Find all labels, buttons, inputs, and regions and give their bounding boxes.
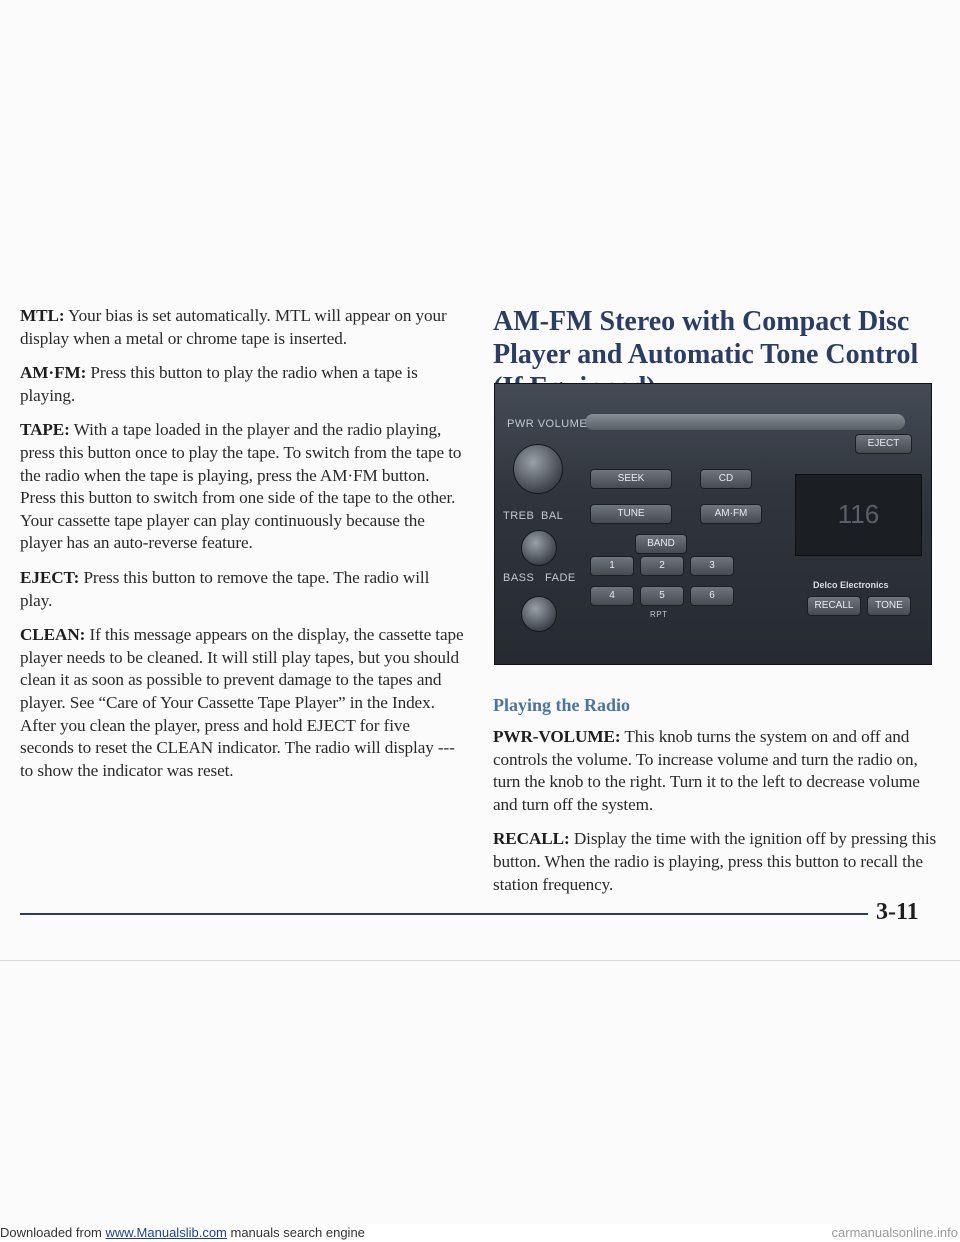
brand-label: Delco Electronics	[813, 580, 889, 590]
bass-knob	[521, 596, 557, 632]
text-mtl: Your bias is set automatically. MTL will appear on your display when a metal or chrome tape is inserted.	[20, 306, 447, 348]
left-column	[20, 305, 465, 794]
text-recall: Display the time with the ignition off by pressing this button. When the radio is playing, press this button to recall the station frequency.	[493, 829, 937, 894]
text-clean: If this message appears on the display, the cassette tape player needs to be cleaned. It will still play tapes, but you should clean it as soon as possible to prevent damage to the tapes and player. See “Care of Your Cassette Tape Player” in the Index. After you clean the player, press and hold EJECT for five seconds to reset the CLEAN indicator. The radio will display --- to show the indicator was reset.	[20, 625, 464, 780]
term-am-fm: AM·FM:	[20, 363, 87, 383]
band-button: BAND	[635, 534, 687, 554]
footer-suffix: manuals search engine	[226, 1225, 365, 1240]
pwr-volume-label: PWR VOLUME	[507, 418, 588, 430]
term-clean: CLEAN:	[20, 625, 86, 645]
paragraph-am-fm	[20, 362, 465, 407]
subheading-playing-radio: Playing the Radio	[493, 695, 631, 715]
preset-1-button: 1	[590, 556, 634, 576]
term-mtl: MTL:	[20, 306, 65, 325]
seek-button: SEEK	[590, 469, 672, 489]
preset-6-button: 6	[690, 586, 734, 606]
volume-knob	[513, 444, 563, 494]
treble-knob	[521, 530, 557, 566]
page-number: 3-11	[868, 899, 919, 926]
term-recall: RECALL:	[493, 829, 570, 849]
scan-line	[0, 960, 960, 961]
term-pwr-volume: PWR-VOLUME:	[493, 727, 621, 746]
preset-4-button: 4	[590, 586, 634, 606]
bal-label: BAL	[541, 510, 564, 522]
term-tape: TAPE:	[20, 420, 70, 440]
term-eject: EJECT:	[20, 567, 80, 587]
footer-prefix: Downloaded from	[0, 1225, 106, 1240]
paragraph-mtl	[20, 305, 465, 350]
bottom-rule	[20, 913, 915, 915]
fade-label: FADE	[545, 572, 576, 584]
recall-button: RECALL	[807, 596, 861, 616]
rpt-label: RPT	[650, 610, 668, 619]
am-fm-button: AM·FM	[700, 504, 762, 524]
preset-5-button: 5	[640, 586, 684, 606]
paragraph-clean	[20, 624, 465, 782]
text-am-fm: Press this button to play the radio when a tape is playing.	[20, 363, 418, 405]
paragraph-eject	[20, 567, 465, 612]
tune-button: TUNE	[590, 504, 672, 524]
download-footer	[0, 1224, 960, 1242]
footer-watermark: carmanualsonline.info	[831, 1225, 958, 1240]
cd-slot	[585, 414, 905, 430]
tone-button: TONE	[867, 596, 911, 616]
bass-label: BASS	[503, 572, 535, 584]
right-column-lower	[493, 695, 938, 908]
text-tape: With a tape loaded in the player and the radio playing, press this button once to play the tape. To switch from the tape to the radio when the tape is playing, press the AM·FM button. Press this button to switch from one side of the tape to the other. Your cassette tape player can play continuously because the player has an auto-reverse feature.	[20, 420, 462, 553]
radio-faceplate-image	[494, 383, 932, 665]
text-eject: Press this button to remove the tape. The radio will play.	[20, 567, 430, 610]
radio-display: 116	[795, 474, 922, 556]
preset-2-button: 2	[640, 556, 684, 576]
cd-button: CD	[700, 469, 752, 489]
paragraph-tape	[20, 419, 465, 555]
preset-3-button: 3	[690, 556, 734, 576]
paragraph-recall	[493, 828, 938, 896]
paragraph-pwr-volume	[493, 726, 938, 816]
text-pwr-volume: This knob turns the system on and off and controls the volume. To increase volume and turn the radio on, turn the knob to the right. Turn it to the left to decrease volume and turn off the system.	[493, 727, 920, 814]
section-title: AM-FM Stereo with Compact Disc Player and Automatic Tone Control	[493, 306, 919, 370]
treb-label: TREB	[503, 510, 535, 522]
eject-button: EJECT	[855, 434, 912, 454]
footer-link[interactable]: www.Manualslib.com	[105, 1225, 227, 1240]
